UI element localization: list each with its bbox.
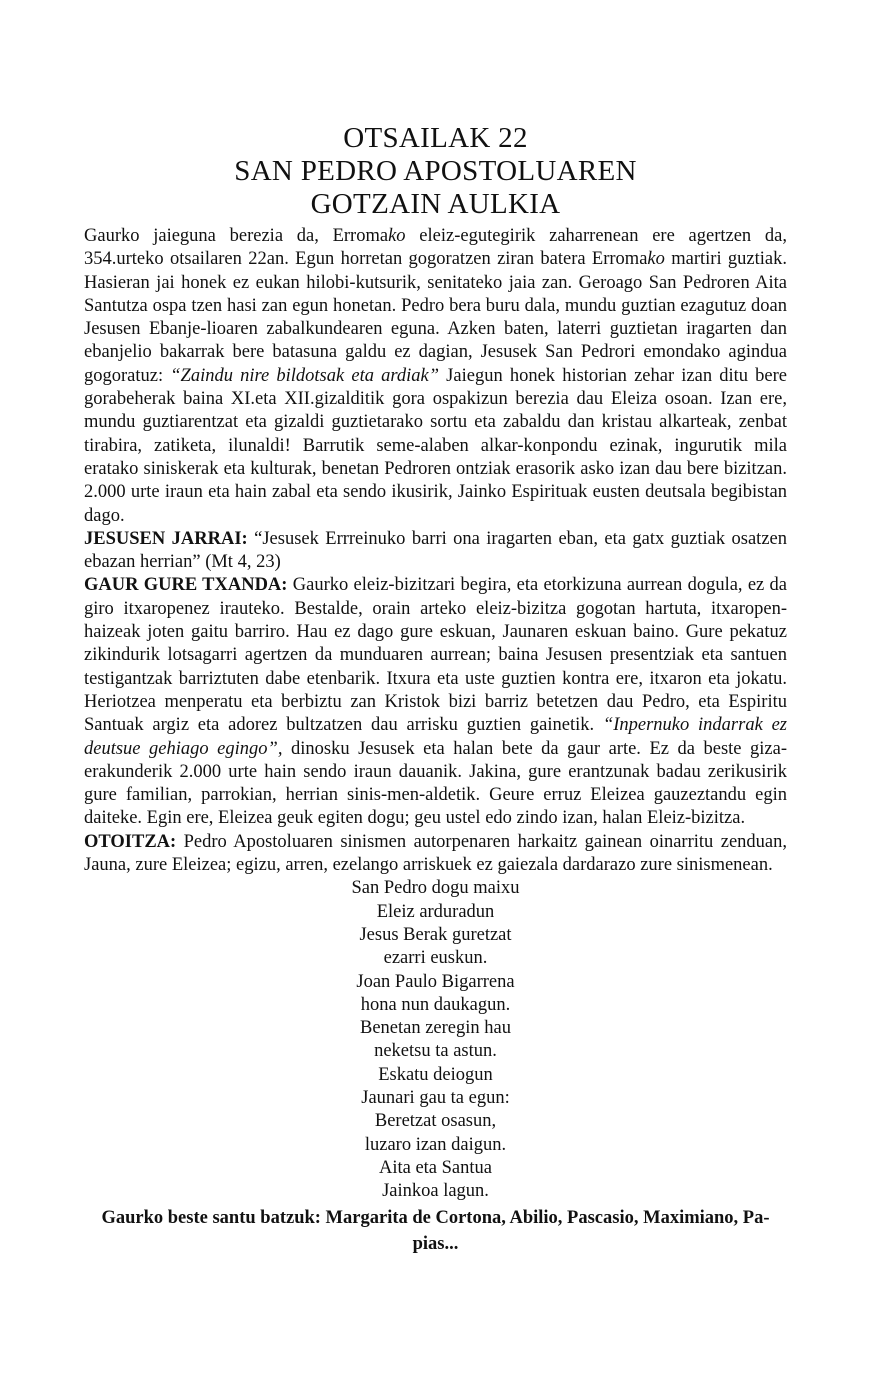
otoitza-text: Pedro Apostoluaren sinismen autorpenaren harkaitz gainean oinarritu zenduan, Jauna, zure Eleizea; egizu, arren, ezelango arriskuek ez gaiezala dardarazo zure sinismenean.: [84, 831, 787, 876]
title-feast: SAN PEDRO APOSTOLUAREN: [234, 155, 637, 187]
txanda-paragraph: [84, 574, 787, 830]
body-text: [84, 225, 787, 877]
page-title: [84, 122, 787, 221]
txanda-label: GAUR GURE TXANDA:: [84, 575, 288, 596]
otoitza-paragraph: [84, 831, 787, 878]
intro-text-2: eleiz-egutegirik zaharrenean ere agertzen da, 354.urteko otsailaren 22an. Egun horretan gogoratzen ziran batera Erroma: [84, 226, 787, 270]
poem-line: Jesus Berak guretzat: [359, 924, 512, 945]
intro-quote: “Zaindu nire bildotsak eta ardiak”: [170, 365, 440, 386]
poem-line: Eleiz arduradun: [376, 901, 495, 922]
poem-line: Eskatu deiogun: [378, 1064, 493, 1085]
jarrai-paragraph: [84, 528, 787, 575]
poem-line: ezarri euskun.: [383, 948, 488, 969]
poem-line: luzaro izan daigun.: [364, 1134, 507, 1155]
poem-line: Joan Paulo Bigarrena: [356, 971, 515, 992]
intro-paragraph: [84, 225, 787, 528]
otoitza-label: OTOITZA:: [84, 831, 177, 852]
poem-line: Jainkoa lagun.: [382, 1181, 489, 1202]
intro-text-4: Jaiegun honek historian zehar izan ditu bere gorabeherak baina XI.eta XII.gizalditik gora ospakizun berezia dau Eleiza osoan. Izan ere, mundu guztiarentzat eta gizaldi guztietarako sortu eta zabaldu dan kristau alkarteak, zenbat tirabira, zatiketa, ilunaldi! Barrutik seme-alaben alkar-konpondu ezinak, ingurutik mila eratako siniskerak eta kulturak, benetan Pedroren ontziak erasorik asko izan dau bere bizitzan. 2.000 urte iraun eta hain zabal eta sendo ikusirik, Jainko Espirituak eusten deutsala begibistan dago.: [84, 365, 787, 526]
txanda-quote: “Inpernuko indarrak ez deutsue gehiago egingo”,: [84, 715, 787, 759]
txanda-text-2: dinosku Jesusek eta halan bete da gaur arte. Ez da beste giza-erakunderik 2.000 urte hain sendo iraun dauanik. Jakina, gure erantzunak badau zerikusirik gure familian, parrokian, herrian sinis-men-aldetik. Geure erruz Eleizea gauzeztandu egin daiteke. Egin ere, Eleizea geuk egiten dogu; geu ustel edo zindo izan, halan Eleiz-bizitza.: [84, 738, 788, 829]
intro-italic-1: ko: [388, 226, 406, 246]
poem-line: Aita eta Santua: [378, 1157, 492, 1178]
poem-line: Beretzat osasun,: [374, 1111, 497, 1132]
jarrai-label: JESUSEN JARRAI:: [84, 528, 248, 549]
poem-line: Benetan zeregin hau: [359, 1018, 511, 1039]
poem-line: hona nun daukagun.: [360, 994, 511, 1015]
other-saints-note: Gaurko beste santu batzuk: Margarita de Cortona, Abilio, Pascasio, Maximiano, Pa-pias...: [101, 1208, 770, 1255]
intro-italic-2: ko: [647, 249, 665, 270]
poem-line: Jaunari gau ta egun:: [361, 1087, 510, 1108]
poem-line: neketsu ta astun.: [374, 1041, 497, 1062]
title-date: OTSAILAK 22: [343, 122, 528, 154]
intro-text-3: martiri guztiak. Hasieran jai honek ez eukan hilobi-kutsurik, senitateko jaia zan. Geroago San Pedroren Aita Santutza ospa tzen hasi zan egun honetan. Pedro bera buru dala, mundu guztian ezagutuz doan Jesusen Ebanje-lioaren zabalkundearen eguna. Azken baten, laterri guztietan iragarten dan ebanjelio bakarrak bere batasuna galdu ez dagian, Jesusek San Pedrori emondako agindua gogoratuz:: [84, 249, 788, 386]
title-subject: GOTZAIN AULKIA: [310, 188, 561, 220]
jarrai-text: “Jesusek Errreinuko barri ona iragarten eban, eta gatx guztiak osatzen ebazan herrian” (Mt 4, 23): [84, 528, 787, 573]
intro-text-1: Gaurko jaieguna berezia da, Erroma: [84, 226, 389, 246]
poem: [84, 877, 787, 1203]
poem-line: San Pedro dogu maixu: [351, 878, 520, 899]
txanda-text-1: Gaurko eleiz-bizitzari begira, eta etorkizuna aurrean dogula, ez da giro itxaropenez irauteko. Bestalde, orain arteko eleiz-bizitza gogotan hartuta, itxaropen-haizeak joten gaitu barriro. Hau ez dago gure eskuan, Jaunaren eskuan baino. Gure pekatuz zikindurik lotsagarri agertzen da munduaren aurrean; baina Jesusen presentziak eta santuen testigantzak barriztuten dabe etenbarik. Itxura eta uste guztien kontra ere, itxaron eta jokatu. Heriotzea menperatu eta berbiztu zan Kristok bizi barriz betetzen dau Pedro, eta Espiritu Santuak argiz eta adorez bultzatzen dau arrisku guztien gainetik.: [84, 575, 787, 736]
